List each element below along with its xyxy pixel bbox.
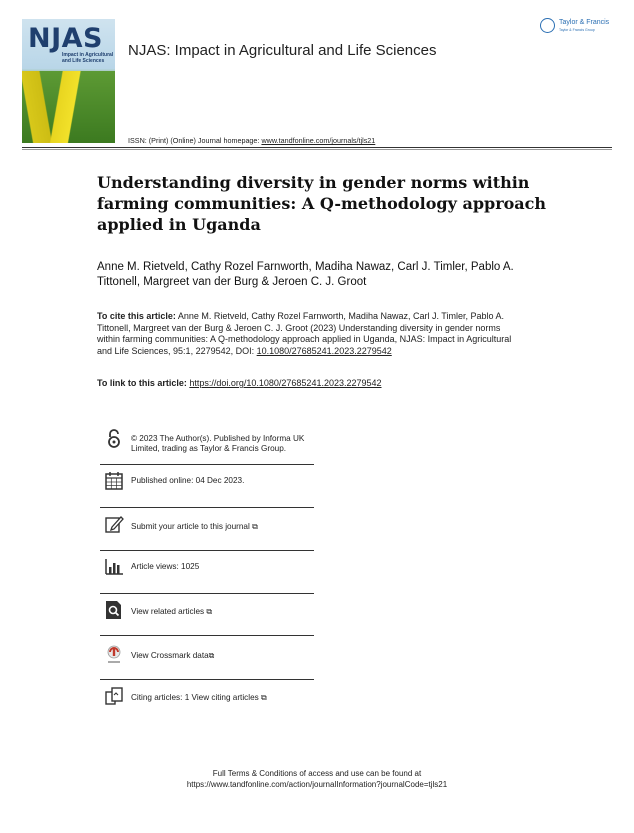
related-articles-link[interactable]: View related articles ⧉ (131, 607, 213, 616)
issn-line (128, 136, 375, 145)
info-divider (100, 507, 314, 508)
citation-doi-link[interactable]: 10.1080/27685241.2023.2279542 (256, 345, 392, 356)
info-divider (100, 679, 314, 680)
footer-terms-link[interactable]: https://www.tandfonline.com/action/journalInformation?journalCode=tjls21 (186, 780, 448, 789)
external-link-icon: ⧉ (206, 607, 213, 616)
article-doi-link[interactable]: https://doi.org/10.1080/27685241.2023.2279542 (189, 378, 382, 388)
crossmark-icon (104, 643, 124, 665)
article-title: Understanding diversity in gender norms within farming communities: A Q-methodology approach applied in Uganda (97, 173, 547, 234)
calendar-icon (104, 470, 124, 492)
journal-title: NJAS: Impact in Agricultural and Life Sciences (128, 42, 437, 59)
citation-block (97, 311, 522, 357)
edit-icon (104, 513, 124, 535)
external-link-icon: ⧉ (252, 522, 258, 531)
footer (0, 768, 634, 790)
citing-articles-link[interactable]: Citing articles: 1 View citing articles ⧉ (131, 693, 267, 702)
citing-row[interactable] (100, 686, 314, 716)
cover-logo: NJAS (28, 23, 103, 54)
article-link-line (97, 378, 382, 388)
issn-text: ISSN: (Print) (Online) Journal homepage: (128, 136, 262, 145)
publisher-subname: Taylor & Francis Group (559, 28, 595, 32)
info-divider (100, 464, 314, 465)
cover-field-graphic (22, 71, 115, 143)
published-row (100, 470, 314, 510)
publisher-logo-icon (540, 18, 555, 33)
external-link-icon: ⧉ (208, 651, 215, 660)
published-date: Published online: 04 Dec 2023. (131, 476, 245, 485)
bar-chart-icon (104, 556, 124, 578)
header-divider (22, 147, 612, 148)
header-divider-secondary (22, 149, 612, 150)
search-document-icon (104, 599, 124, 621)
citation-label: To cite this article: (97, 311, 176, 321)
license-text: © 2023 The Author(s). Published by Informa UK Limited, trading as Taylor & Francis Group. (131, 434, 305, 453)
submit-article-link[interactable]: Submit your article to this journal ⧉ (131, 522, 258, 531)
article-authors: Anne M. Rietveld, Cathy Rozel Farnworth, Madiha Nawaz, Carl J. Timler, Pablo A. Tittonell, Margreet van der Burg & Jeroen C. J. Groot (97, 261, 514, 288)
views-row (100, 556, 314, 596)
cover-subtitle: Impact in Agricultural and Life Sciences (62, 52, 114, 64)
crossmark-link[interactable]: View Crossmark data⧉ (131, 651, 215, 660)
related-row[interactable] (100, 599, 314, 639)
open-access-icon (104, 428, 124, 450)
crossmark-row[interactable] (100, 643, 314, 683)
info-divider (100, 550, 314, 551)
journal-homepage-link[interactable]: www.tandfonline.com/journals/tjls21 (261, 136, 376, 145)
open-access-row (100, 428, 314, 468)
info-divider (100, 635, 314, 636)
info-divider (100, 593, 314, 594)
submit-row[interactable] (100, 513, 314, 553)
journal-cover-image (22, 19, 115, 143)
citation-text: Anne M. Rietveld, Cathy Rozel Farnworth, Madiha Nawaz, Carl J. Timler, Pablo A. Tittonell, Margreet van der Burg & Jeroen C. J. Groot (2023) Understanding diversity in gender norms within farming communities: A Q-methodology approach applied in Uganda, NJAS: Impact in Agricultural and Life Sciences, 95:1, 2279542, DOI: (97, 311, 512, 356)
article-link-label: To link to this article: (97, 378, 190, 388)
citing-articles-icon (104, 686, 124, 708)
footer-terms-text: Full Terms & Conditions of access and use can be found at (212, 769, 422, 778)
publisher-name: Taylor & Francis (559, 19, 610, 26)
article-views: Article views: 1025 (131, 562, 200, 571)
external-link-icon: ⧉ (261, 693, 267, 702)
